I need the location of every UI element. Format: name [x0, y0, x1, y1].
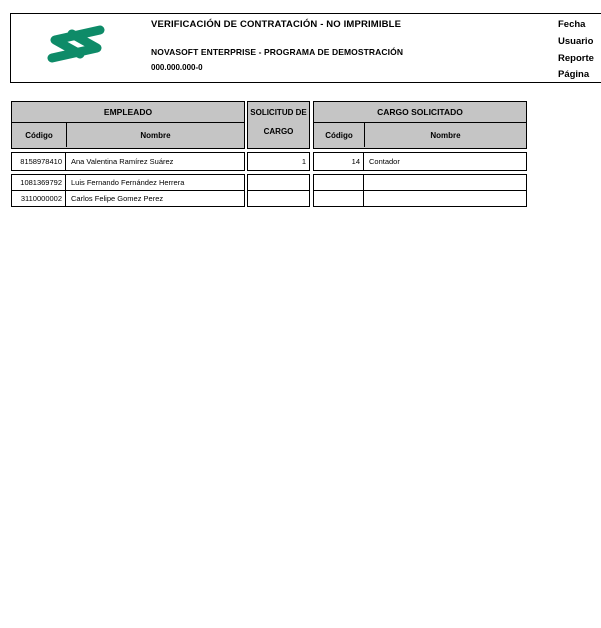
meta-label-usuario: Usuario [558, 35, 594, 47]
header-cargo-codigo: Código [314, 123, 365, 147]
report-table [11, 101, 527, 207]
group-label-solicitud-line2: CARGO [263, 127, 294, 136]
group-label-empleado: EMPLEADO [12, 102, 244, 123]
header-group-empleado [11, 101, 245, 149]
group-label-solicitud-line1: SOLICITUD DE [250, 107, 307, 117]
cell-solicitud-cargo [248, 191, 309, 206]
cell-empleado-nombre: Luis Fernando Fernández Herrera [71, 178, 185, 187]
cell-solicitud-cargo [248, 175, 309, 190]
header-group-cargo-solicitado [313, 101, 527, 149]
cell-empleado-codigo: 8158978410 [12, 153, 66, 170]
report-meta-labels [558, 17, 594, 84]
meta-label-reporte: Reporte [558, 52, 594, 64]
cell-cargo-nombre [364, 191, 526, 206]
header-empleado-codigo: Código [12, 123, 67, 147]
cell-empleado-nombre: Carlos Felipe Gomez Perez [71, 194, 164, 203]
meta-label-fecha: Fecha [558, 19, 586, 30]
company-line: NOVASOFT ENTERPRISE - PROGRAMA DE DEMOSTRACIÓN [151, 47, 404, 57]
novasoft-logo-icon [47, 24, 105, 64]
cell-cargo-nombre [364, 175, 526, 190]
header-empleado-nombre: Nombre [140, 130, 171, 140]
cell-cargo-codigo: 14 [314, 153, 364, 170]
cell-cargo-nombre: Contador [369, 157, 400, 166]
cell-empleado-codigo: 3110000002 [12, 191, 66, 206]
table-row-group [11, 174, 527, 207]
table-row [11, 152, 527, 171]
cell-cargo-codigo [314, 191, 364, 206]
header-cargo-nombre: Nombre [430, 130, 461, 140]
company-id: 000.000.000-0 [151, 63, 203, 72]
report-header [10, 13, 601, 83]
cell-cargo-codigo [314, 175, 364, 190]
table-header [11, 101, 527, 149]
report-title: VERIFICACIÓN DE CONTRATACIÓN - NO IMPRIMIBLE [151, 19, 402, 30]
group-label-cargo-solicitado: CARGO SOLICITADO [314, 102, 526, 123]
cell-empleado-codigo: 1081369792 [12, 175, 66, 190]
cell-solicitud-cargo: 1 [301, 157, 306, 166]
header-group-solicitud-de-cargo [247, 101, 310, 149]
meta-label-pagina: Página [558, 69, 590, 81]
cell-empleado-nombre: Ana Valentina Ramírez Suárez [71, 157, 174, 166]
